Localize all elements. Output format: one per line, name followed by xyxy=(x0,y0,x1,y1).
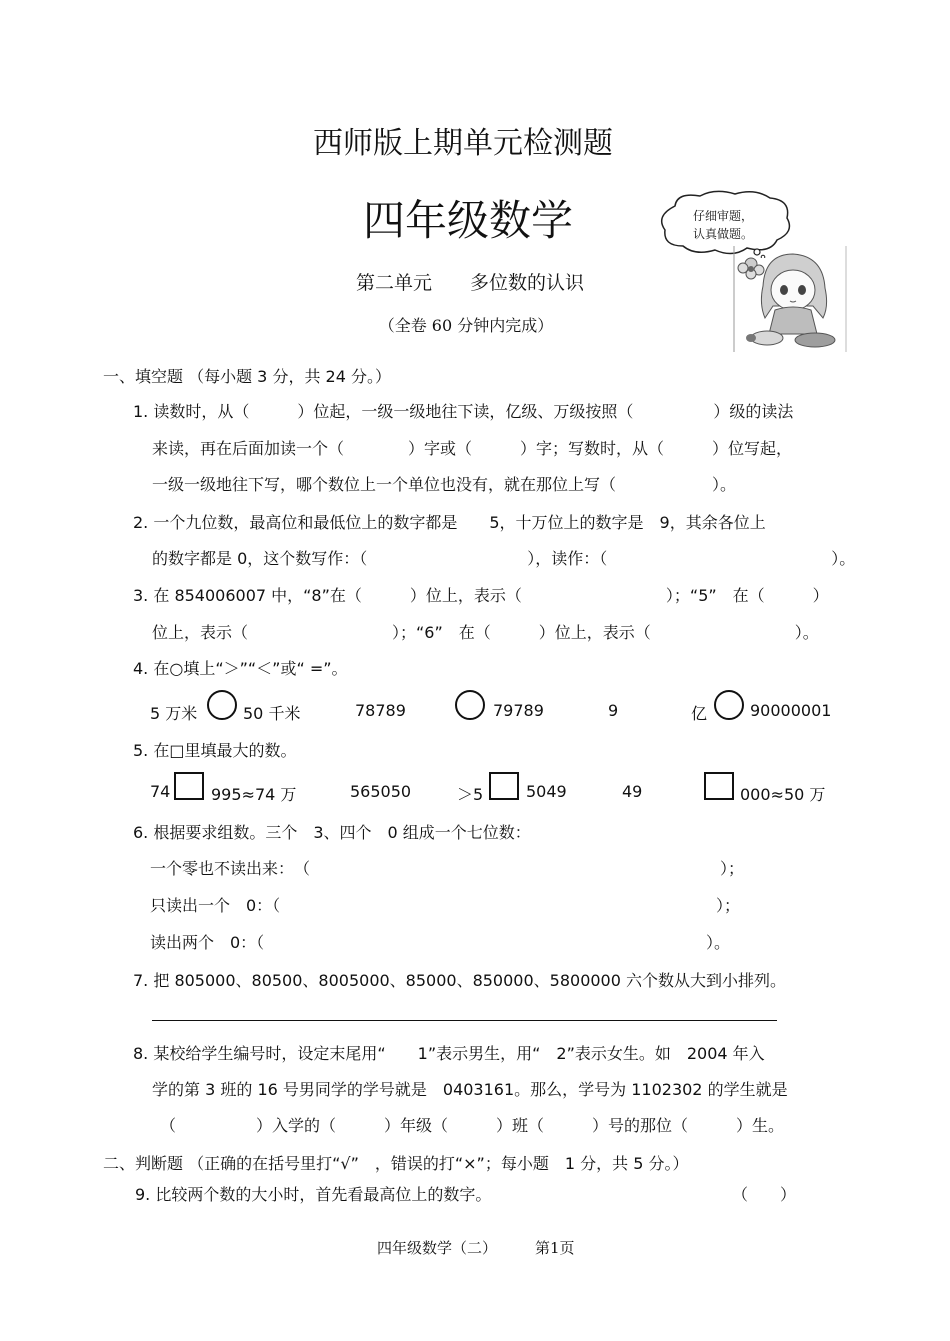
q4-line-1: 4. 在○填上“＞”“＜”或“ =”。 xyxy=(133,659,348,678)
q9-answer-paren[interactable]: （ ） xyxy=(732,1185,797,1204)
q2-line-2: 的数字都是 0，这个数写作：（ ），读作：（ ）。 xyxy=(152,549,856,568)
compare-circle-a[interactable] xyxy=(207,690,237,720)
compare-circle-c[interactable] xyxy=(714,690,744,720)
unit-title: 第二单元 多位数的认识 xyxy=(355,272,584,294)
q4-c-right: 90000001 xyxy=(750,701,832,720)
q6-b: 只读出一个 0：（ xyxy=(150,896,281,915)
q4-a-right: 50 千米 xyxy=(243,704,301,723)
q8-line-3: （ ）入学的（ ）年级（ ）班（ ）号的那位（ ）生。 xyxy=(160,1116,785,1135)
q4-a-left: 5 万米 xyxy=(150,704,198,723)
q1-line-3: 一级一级地往下写，哪个数位上一个单位也没有，就在那位上写（ ）。 xyxy=(152,475,737,494)
q5-c-left: 49 xyxy=(622,782,643,801)
q6-c-end: ）。 xyxy=(706,933,731,952)
q5-a-right: 995≈74 万 xyxy=(211,785,297,804)
q3-line-1: 3. 在 854006007 中，“8”在（ ）位上，表示（ ）；“5” 在（ ） xyxy=(133,586,829,605)
digit-box-a[interactable] xyxy=(174,772,204,800)
q4-b-right: 79789 xyxy=(493,701,544,720)
section-1-heading: 一、填空题 （每小题 3 分，共 24 分。） xyxy=(103,367,391,386)
q6-a: 一个零也不读出来： （ xyxy=(150,859,311,878)
q6-line-1: 6. 根据要求组数。三个 3、四个 0 组成一个七位数： xyxy=(133,823,531,842)
q7-answer-line[interactable] xyxy=(152,1020,777,1021)
q5-line-1: 5. 在□里填最大的数。 xyxy=(133,741,297,760)
footer-label: 四年级数学（二） xyxy=(377,1239,498,1257)
q6-a-end: ）； xyxy=(720,859,745,878)
q7-line-1: 7. 把 805000、80500、8005000、85000、850000、5800000 六个数从大到小排列。 xyxy=(133,971,786,990)
q5-a-left: 74 xyxy=(150,782,171,801)
q1-line-1: 1. 读数时，从（ ）位起，一级一级地往下读，亿级、万级按照（ ）级的读法 xyxy=(133,402,794,421)
bubble-line-1: 仔细审题， xyxy=(693,209,754,223)
page-title: 四年级数学 xyxy=(362,196,573,245)
bubble-line-2: 认真做题。 xyxy=(693,227,754,241)
cartoon-girl-illustration xyxy=(733,246,847,352)
q4-b-left: 78789 xyxy=(355,701,406,720)
q5-b-mid: ＞5 xyxy=(457,785,484,804)
q4-c-left-2: 亿 xyxy=(691,704,708,723)
q6-b-end: ）； xyxy=(716,896,741,915)
time-note: （全卷 60 分钟内完成） xyxy=(378,316,554,335)
q2-line-1: 2. 一个九位数，最高位和最低位上的数字都是 5，十万位上的数字是 9，其余各位上 xyxy=(133,513,766,532)
q5-b-left: 565050 xyxy=(350,782,412,801)
q8-line-1: 8. 某校给学生编号时，设定末尾用“ 1”表示男生，用“ 2”表示女生。如 2004 年入 xyxy=(133,1044,765,1063)
q5-b-right: 5049 xyxy=(526,782,567,801)
q5-c-right: 000≈50 万 xyxy=(740,785,826,804)
footer-page-number: 第1页 xyxy=(535,1239,575,1257)
series-title: 西师版上期单元检测题 xyxy=(313,126,613,161)
q4-c-left-1: 9 xyxy=(608,701,619,720)
compare-circle-b[interactable] xyxy=(455,690,485,720)
digit-box-b[interactable] xyxy=(489,772,519,800)
digit-box-c[interactable] xyxy=(704,772,734,800)
q9-text: 9. 比较两个数的大小时，首先看最高位上的数字。 xyxy=(135,1185,492,1204)
q8-line-2: 学的第 3 班的 16 号男同学的学号就是 0403161。那么，学号为 1102302 的学生就是 xyxy=(152,1080,788,1099)
section-2-heading: 二、判断题 （正确的在括号里打“√” ，错误的打“×”；每小题 1 分，共 5 分。） xyxy=(103,1154,689,1173)
q3-line-2: 位上，表示（ ）；“6” 在（ ）位上，表示（ ）。 xyxy=(152,623,819,642)
q1-line-2: 来读，再在后面加读一个（ ）字或（ ）字；写数时，从（ ）位写起， xyxy=(152,439,793,458)
q6-c: 读出两个 0：（ xyxy=(150,933,265,952)
